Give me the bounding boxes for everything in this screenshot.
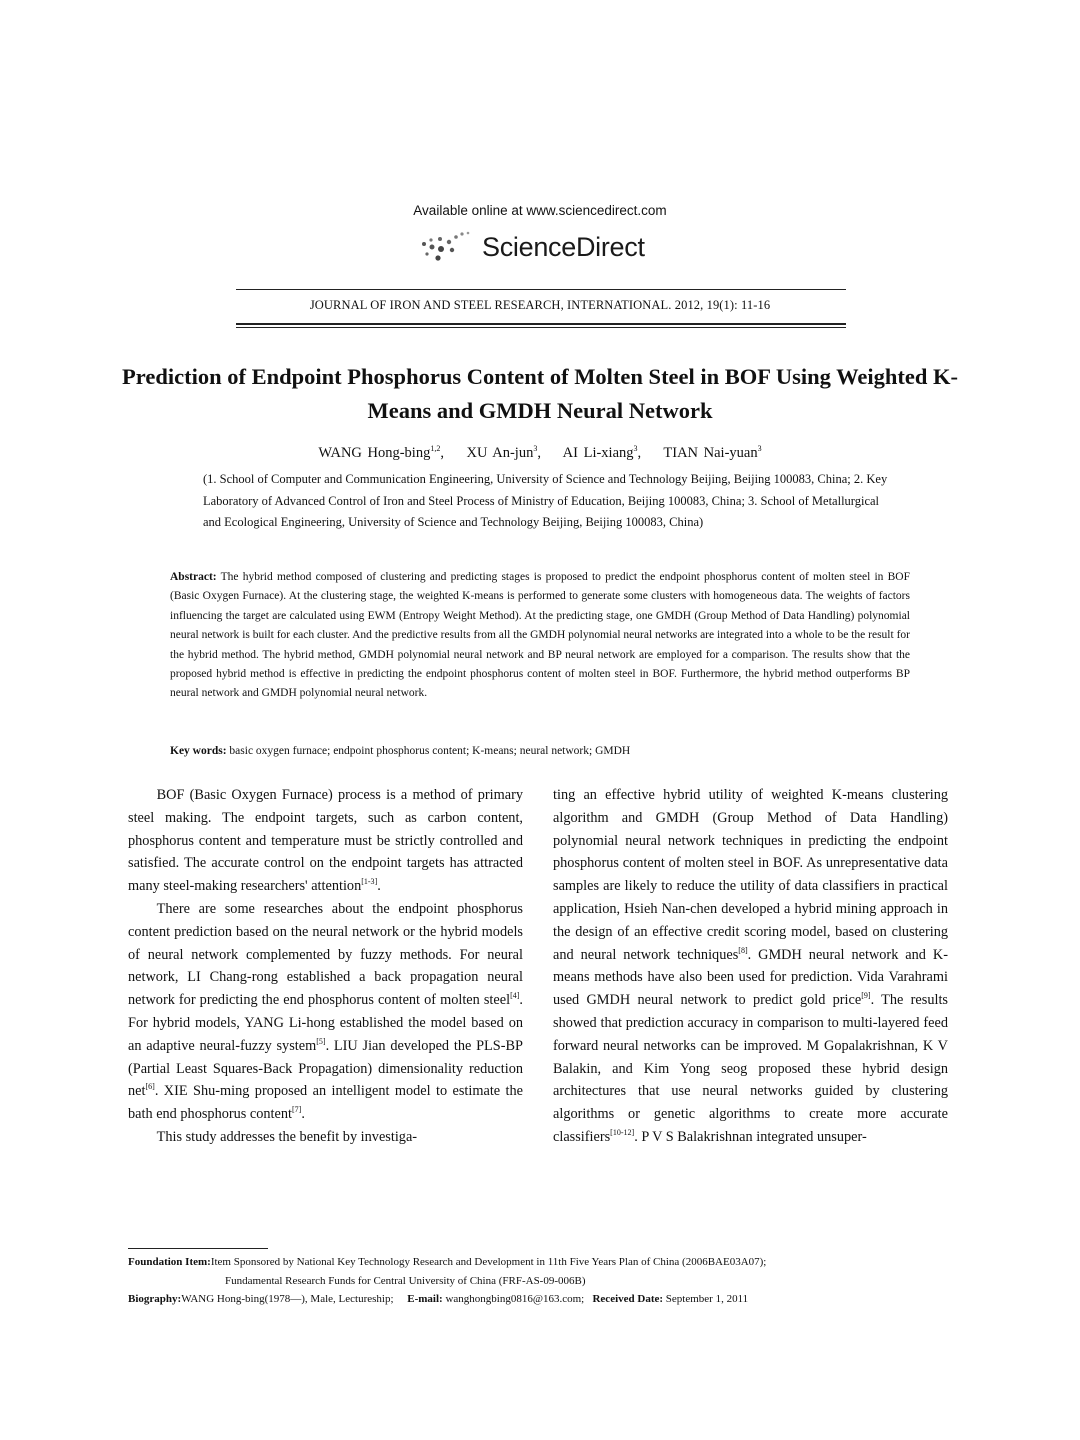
- foundation-label: Foundation Item:: [128, 1256, 211, 1268]
- author-affiliation-mark: 1,2: [430, 444, 441, 453]
- citation-number: 4: [512, 991, 517, 1001]
- citation: [1-3]: [361, 877, 378, 887]
- paragraph-text: . LIU Jian developed the PLS-BP (Partial Least Squares-Back Propagation) dimensionality reduction net: [128, 1037, 523, 1100]
- body-paragraph: [553, 784, 948, 1149]
- citation: [5]: [316, 1037, 326, 1046]
- biography-line: [128, 1290, 948, 1309]
- paragraph-text: .: [301, 1106, 305, 1123]
- author-name: XU An-jun: [466, 444, 534, 461]
- received-date-label: Received Date:: [592, 1293, 664, 1305]
- paragraph-text: . For hybrid models, YANG Li-hong established the model based on an adaptive neural-fuzzy system: [128, 992, 523, 1054]
- citation: [10-12]: [610, 1128, 635, 1138]
- paragraph-text: . The results showed that prediction accuracy in comparison to multi-layered feed forward neural networks can be improved. M Gopalakrishnan, K V Balakin, and Kim Yong seog proposed these hybrid design architectures that use neural networks guided by clustering algorithms or genetic algorithms to create more accurate classifiers: [553, 992, 948, 1145]
- keywords-text: basic oxygen furnace; endpoint phosphorus content; K-means; neural network; GMDH: [229, 745, 631, 757]
- citation-number: 9: [863, 991, 868, 1001]
- paragraph-text: This study addresses the benefit by investiga-: [156, 1128, 418, 1145]
- biography-text: WANG Hong-bing(1978—), Male, Lectureship;: [181, 1293, 394, 1305]
- paragraph-text: ting an effective hybrid utility of weighted K-means clustering algorithm and GMDH (Group Method of Data Handling) polynomial neural network techniques in predicting the endpoint phosphorus content of molten steel in BOF. As unrepresentative data samples are likely to reduce the utility of data classifiers in practical application, Hsieh Nan-chen developed a hybrid mining approach in the design of an effective credit scoring model, based on clustering and neural network techniques: [553, 787, 948, 963]
- paragraph-text: BOF (Basic Oxygen Furnace) process is a method of primary steel making. The endpoint targets, such as carbon content, phosphorus content and temperature must be strictly controlled and satisfied. The accurate control on the endpoint targets has attracted many steel-making researchers' attention: [128, 787, 523, 895]
- abstract: [170, 568, 910, 704]
- header-rule-bottom-thin: [236, 327, 846, 328]
- sciencedirect-brand-text: ScienceDirect: [482, 232, 645, 262]
- sciencedirect-dots-icon: [418, 230, 478, 266]
- abstract-label: Abstract:: [170, 571, 217, 583]
- paragraph-text: . P V S Balakrishnan integrated unsuper-: [634, 1128, 867, 1145]
- journal-citation-line: JOURNAL OF IRON AND STEEL RESEARCH, INTERNATIONAL. 2012, 19(1): 11-16: [309, 298, 771, 312]
- article-title: Prediction of Endpoint Phosphorus Content of Molten Steel in BOF Using Weighted K-Means and GMDH Neural Network: [122, 364, 958, 423]
- footnotes: [128, 1253, 948, 1309]
- author-affiliation-mark: 3: [633, 444, 638, 453]
- citation-number: 6: [148, 1082, 153, 1092]
- paragraph-text: .: [377, 878, 381, 895]
- citation: [7]: [292, 1105, 302, 1115]
- citation-number: 8: [740, 945, 745, 955]
- body-paragraph: [128, 1126, 523, 1149]
- sciencedirect-logo[interactable]: [418, 228, 678, 274]
- abstract-text: The hybrid method composed of clustering and predicting stages is proposed to predict the endpoint phosphorus content of molten steel in BOF (Basic Oxygen Furnace). At the clustering stage, the weighted K-means is performed to generate some clusters with homogeneous data. The weights of factors influencing the target are calculated using EWM (Entropy Weight Method). At the predicting stage, one GMDH (Group Method of Data Handling) polynomial neural network is built for each cluster. And the predictive results from all the GMDH polynomial neural networks are integrated into a whole to be the result for the hybrid method. The hybrid method, GMDH polynomial neural network and BP neural network are employed for a comparison. The results show that the proposed hybrid method is effective in predicting the endpoint phosphorus content of molten steel in BOF. Furthermore, the hybrid method outperforms BP neural network and GMDH polynomial neural network.: [170, 571, 910, 700]
- citation: [6]: [145, 1082, 155, 1092]
- author-affiliation-mark: 3: [533, 444, 538, 453]
- body-column-left: [128, 784, 523, 1149]
- citation: [9]: [861, 991, 871, 1001]
- body-paragraph: [128, 898, 523, 1126]
- citation-number: 5: [318, 1037, 323, 1046]
- citation-number: 10-12: [612, 1128, 632, 1138]
- received-date: September 1, 2011: [665, 1293, 749, 1305]
- citation-number: 1-3: [363, 877, 375, 887]
- author-name: AI Li-xiang: [562, 444, 634, 461]
- foundation-item-continued: Fundamental Research Funds for Central University of China (FRF-AS-09-006B): [225, 1274, 586, 1287]
- author-name: WANG Hong-bing: [318, 444, 431, 461]
- paragraph-text: . GMDH neural network and K-means methods have also been used for prediction. Vida Varahrami used GMDH neural network to predict gold price: [553, 946, 949, 1009]
- citation-number: 7: [294, 1105, 299, 1115]
- footnote-rule: [128, 1248, 268, 1249]
- citation: [8]: [738, 945, 748, 955]
- header-rule-bottom-thick: [236, 323, 846, 325]
- available-online-text[interactable]: Available online at www.sciencedirect.com: [413, 203, 667, 218]
- foundation-text: Item Sponsored by National Key Technology Research and Development in 11th Five Years Plan of China (2006BAE03A07);: [210, 1256, 767, 1268]
- author-affiliation-mark: 3: [757, 444, 762, 453]
- email-label: E-mail:: [407, 1293, 443, 1305]
- biography-label: Biography:: [128, 1293, 182, 1305]
- keywords-label: Key words:: [170, 745, 227, 757]
- header-rule-top: [236, 289, 846, 290]
- body-column-right: [553, 784, 948, 1149]
- author-name: TIAN Nai-yuan: [663, 444, 758, 461]
- affiliations: (1. School of Computer and Communication Engineering, University of Science and Technology Beijing, Beijing 100083, China; 2. Key Laboratory of Advanced Control of Iron and Steel Process of Ministry of Education, Beijing 100083, China; 3. School of Metallurgical and Ecological Engineering, University of Science and Technology Beijing, Beijing 100083, China): [203, 472, 888, 529]
- paragraph-text: There are some researches about the endpoint phosphorus content prediction based on the neural network or the hybrid models of neural network complemented by fuzzy methods. For neural network, LI Chang-rong established a back propagation neural network for predicting the end phosphorus content of molten steel: [128, 900, 523, 1009]
- email-address[interactable]: wanghongbing0816@163.com;: [445, 1293, 585, 1305]
- citation: [4]: [510, 991, 520, 1001]
- author-list: WANG Hong-bing$^{1,2}$, XU An-jun$^3$, AI Li-xiang$^3$, TIAN Nai-yuan$^3$: [318, 444, 762, 461]
- foundation-item: [128, 1253, 948, 1272]
- keywords: [170, 745, 910, 757]
- paragraph-text: . XIE Shu-ming proposed an intelligent model to estimate the bath end phosphorus content: [128, 1083, 523, 1123]
- body-paragraph: [128, 784, 523, 898]
